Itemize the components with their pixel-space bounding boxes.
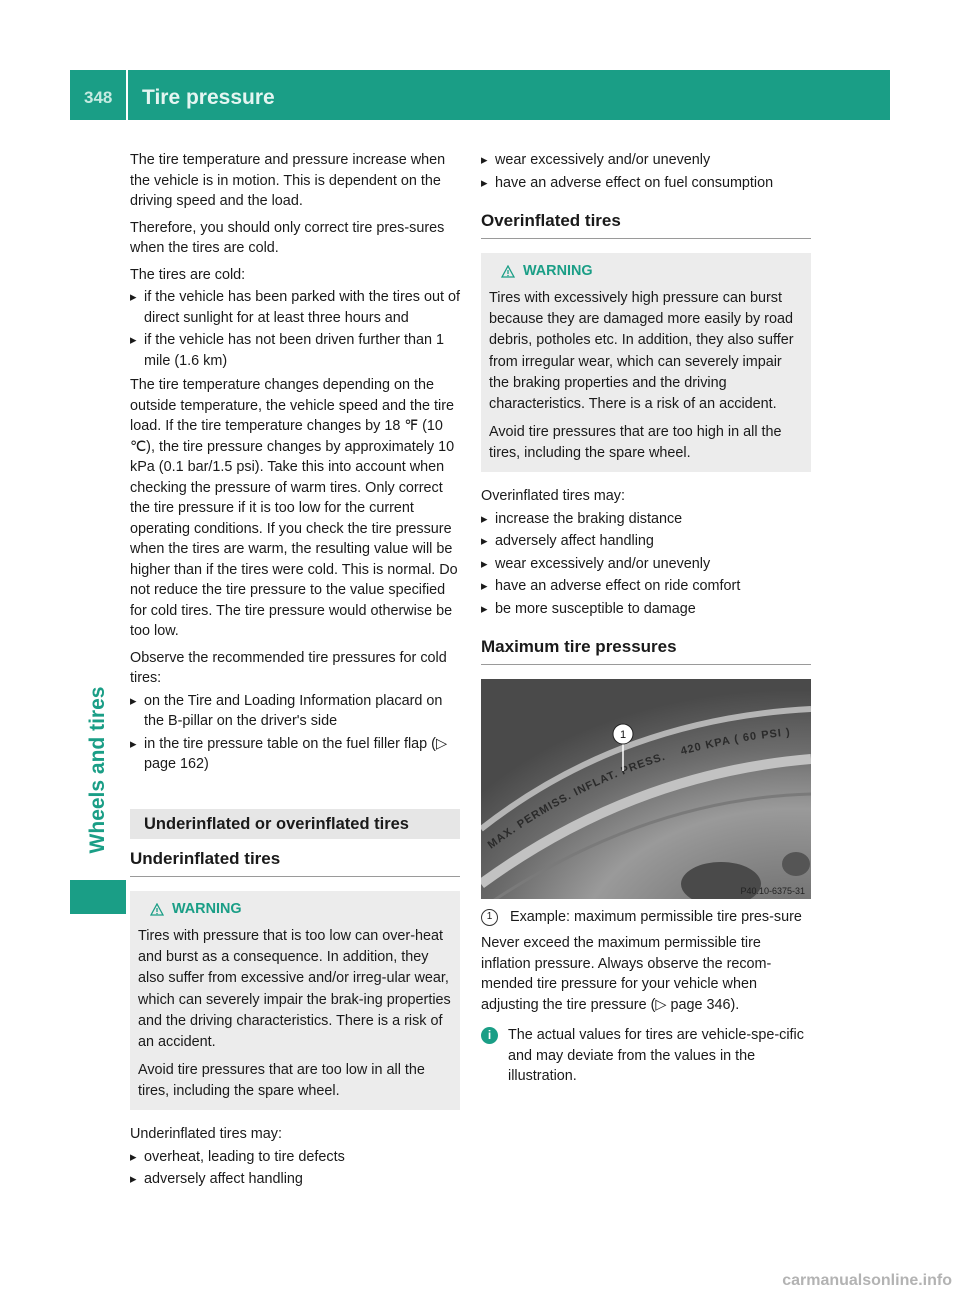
paragraph: Overinflated tires may: [481,488,625,505]
list-item: ▸ if the vehicle has not been driven further than 1 mile (1.6 km) [130,330,460,371]
warning-box [481,253,811,473]
left-column [130,150,460,1192]
paragraph: The tires are cold: [130,266,246,283]
warning-box [130,891,460,1111]
info-note [481,1025,811,1087]
figure-callout-number: 1 [619,728,627,741]
warning-text: Avoid tire pressures that are too high in all the tires, including the spare wheel. [489,423,782,461]
list-item: ▸ on the Tire and Loading Information placard on the B-pillar on the driver's side [130,691,460,732]
rim-marking-value: 420 KPA ( 60 PSI ) [679,726,792,758]
side-tab-label: Wheels and tires [86,686,109,854]
figure-code: P40.10-6375-31 [740,885,805,896]
list-item: ▸ wear excessively and/or unevenly [481,150,811,171]
rim-marking-text: MAX. PERMISS. INFLAT. PRESS. [485,750,668,852]
figure-caption [481,907,811,928]
info-icon: i [481,1027,498,1044]
caption-text: Example: maximum permissible tire pres-sure [510,908,802,925]
warning-title [150,899,452,920]
warning-text: Tires with excessively high pressure can burst because they are damaged more easily by road debris, potholes etc. In addition, they also suffer from irregular wear, which can severely impair the braking properties and the driving characteristics. There is a risk of an accident. [489,289,794,413]
warning-triangle-icon [150,903,164,916]
paragraph: Therefore, you should only correct tire pres-sures when the tires are cold. [130,219,445,256]
watermark: carmanualsonline.info [782,1272,952,1289]
list-item: ▸ have an adverse effect on fuel consumption [481,173,811,194]
side-tab-block [70,880,126,914]
list-item: ▸ adversely affect handling [130,1169,460,1190]
warning-text: Avoid tire pressures that are too low in all the tires, including the spare wheel. [138,1061,425,1099]
section-band-heading: Underinflated or overinflated tires [130,809,460,840]
header-separator [126,70,128,120]
section-heading: Underinflated tires [130,849,460,877]
paragraph: Observe the recommended tire pressures for cold tires: [130,649,447,686]
list-item: ▸ overheat, leading to tire defects [130,1147,460,1168]
list-item: ▸ be more susceptible to damage [481,599,811,620]
list-item: ▸ adversely affect handling [481,531,811,552]
warning-text: Tires with pressure that is too low can over-heat and burst as a consequence. In addition, they also suffer from excessive and/or irreg-ular wear, which can severely impair the brak-ing properties and the driving characteristics. There is a risk of an accident. [138,927,451,1051]
callout-number-icon: 1 [481,909,498,926]
paragraph: The tire temperature and pressure increase when the vehicle is in motion. This is dependent on the driving speed and the load. [130,152,446,209]
warning-title [501,261,803,282]
page-number: 348 [84,88,113,107]
tire-illustration [481,679,811,899]
page-title: Tire pressure [142,86,275,109]
paragraph: Underinflated tires may: [130,1126,282,1143]
tire-sidewall-figure [481,679,811,899]
paragraph: Never exceed the maximum permissible tire inflation pressure. Always observe the recom-mended tire pressure for your vehicle when adjusting the tire pressure (▷ page 346). [481,935,772,1013]
list-item: ▸ in the tire pressure table on the fuel filler flap (▷ page 162) [130,734,460,775]
section-heading: Maximum tire pressures [481,637,811,665]
list-item: ▸ have an adverse effect on ride comfort [481,576,811,597]
list-item: ▸ if the vehicle has been parked with the tires out of direct sunlight for at least three hours and [130,287,460,328]
warning-title-text: WARNING [523,262,593,279]
section-heading: Overinflated tires [481,211,811,239]
paragraph: The tire temperature changes depending on the outside temperature, the vehicle speed and the tire load. If the tire temperature changes by 18 ℉ (10 ℃), the tire pressure changes by approximately 10 kPa (0.1 bar/1.5 psi). Take this into account when checking the pressure of warm tires. Only correct the tire pressure if it is too low for the current operating conditions. If you check the tire pressure when the tires are warm, the resulting value will be higher than if the tires were cold. This is normal. Do not reduce the tire pressure to the value specified for cold tires. The tire pressure would otherwise be too low. [130,377,458,639]
right-column [481,150,811,1087]
warning-triangle-icon [501,265,515,278]
warning-title-text: WARNING [172,900,242,917]
list-item: ▸ wear excessively and/or unevenly [481,554,811,575]
info-text: The actual values for tires are vehicle-spe-cific and may deviate from the values in the illustration. [508,1027,804,1085]
list-item: ▸ increase the braking distance [481,509,811,530]
